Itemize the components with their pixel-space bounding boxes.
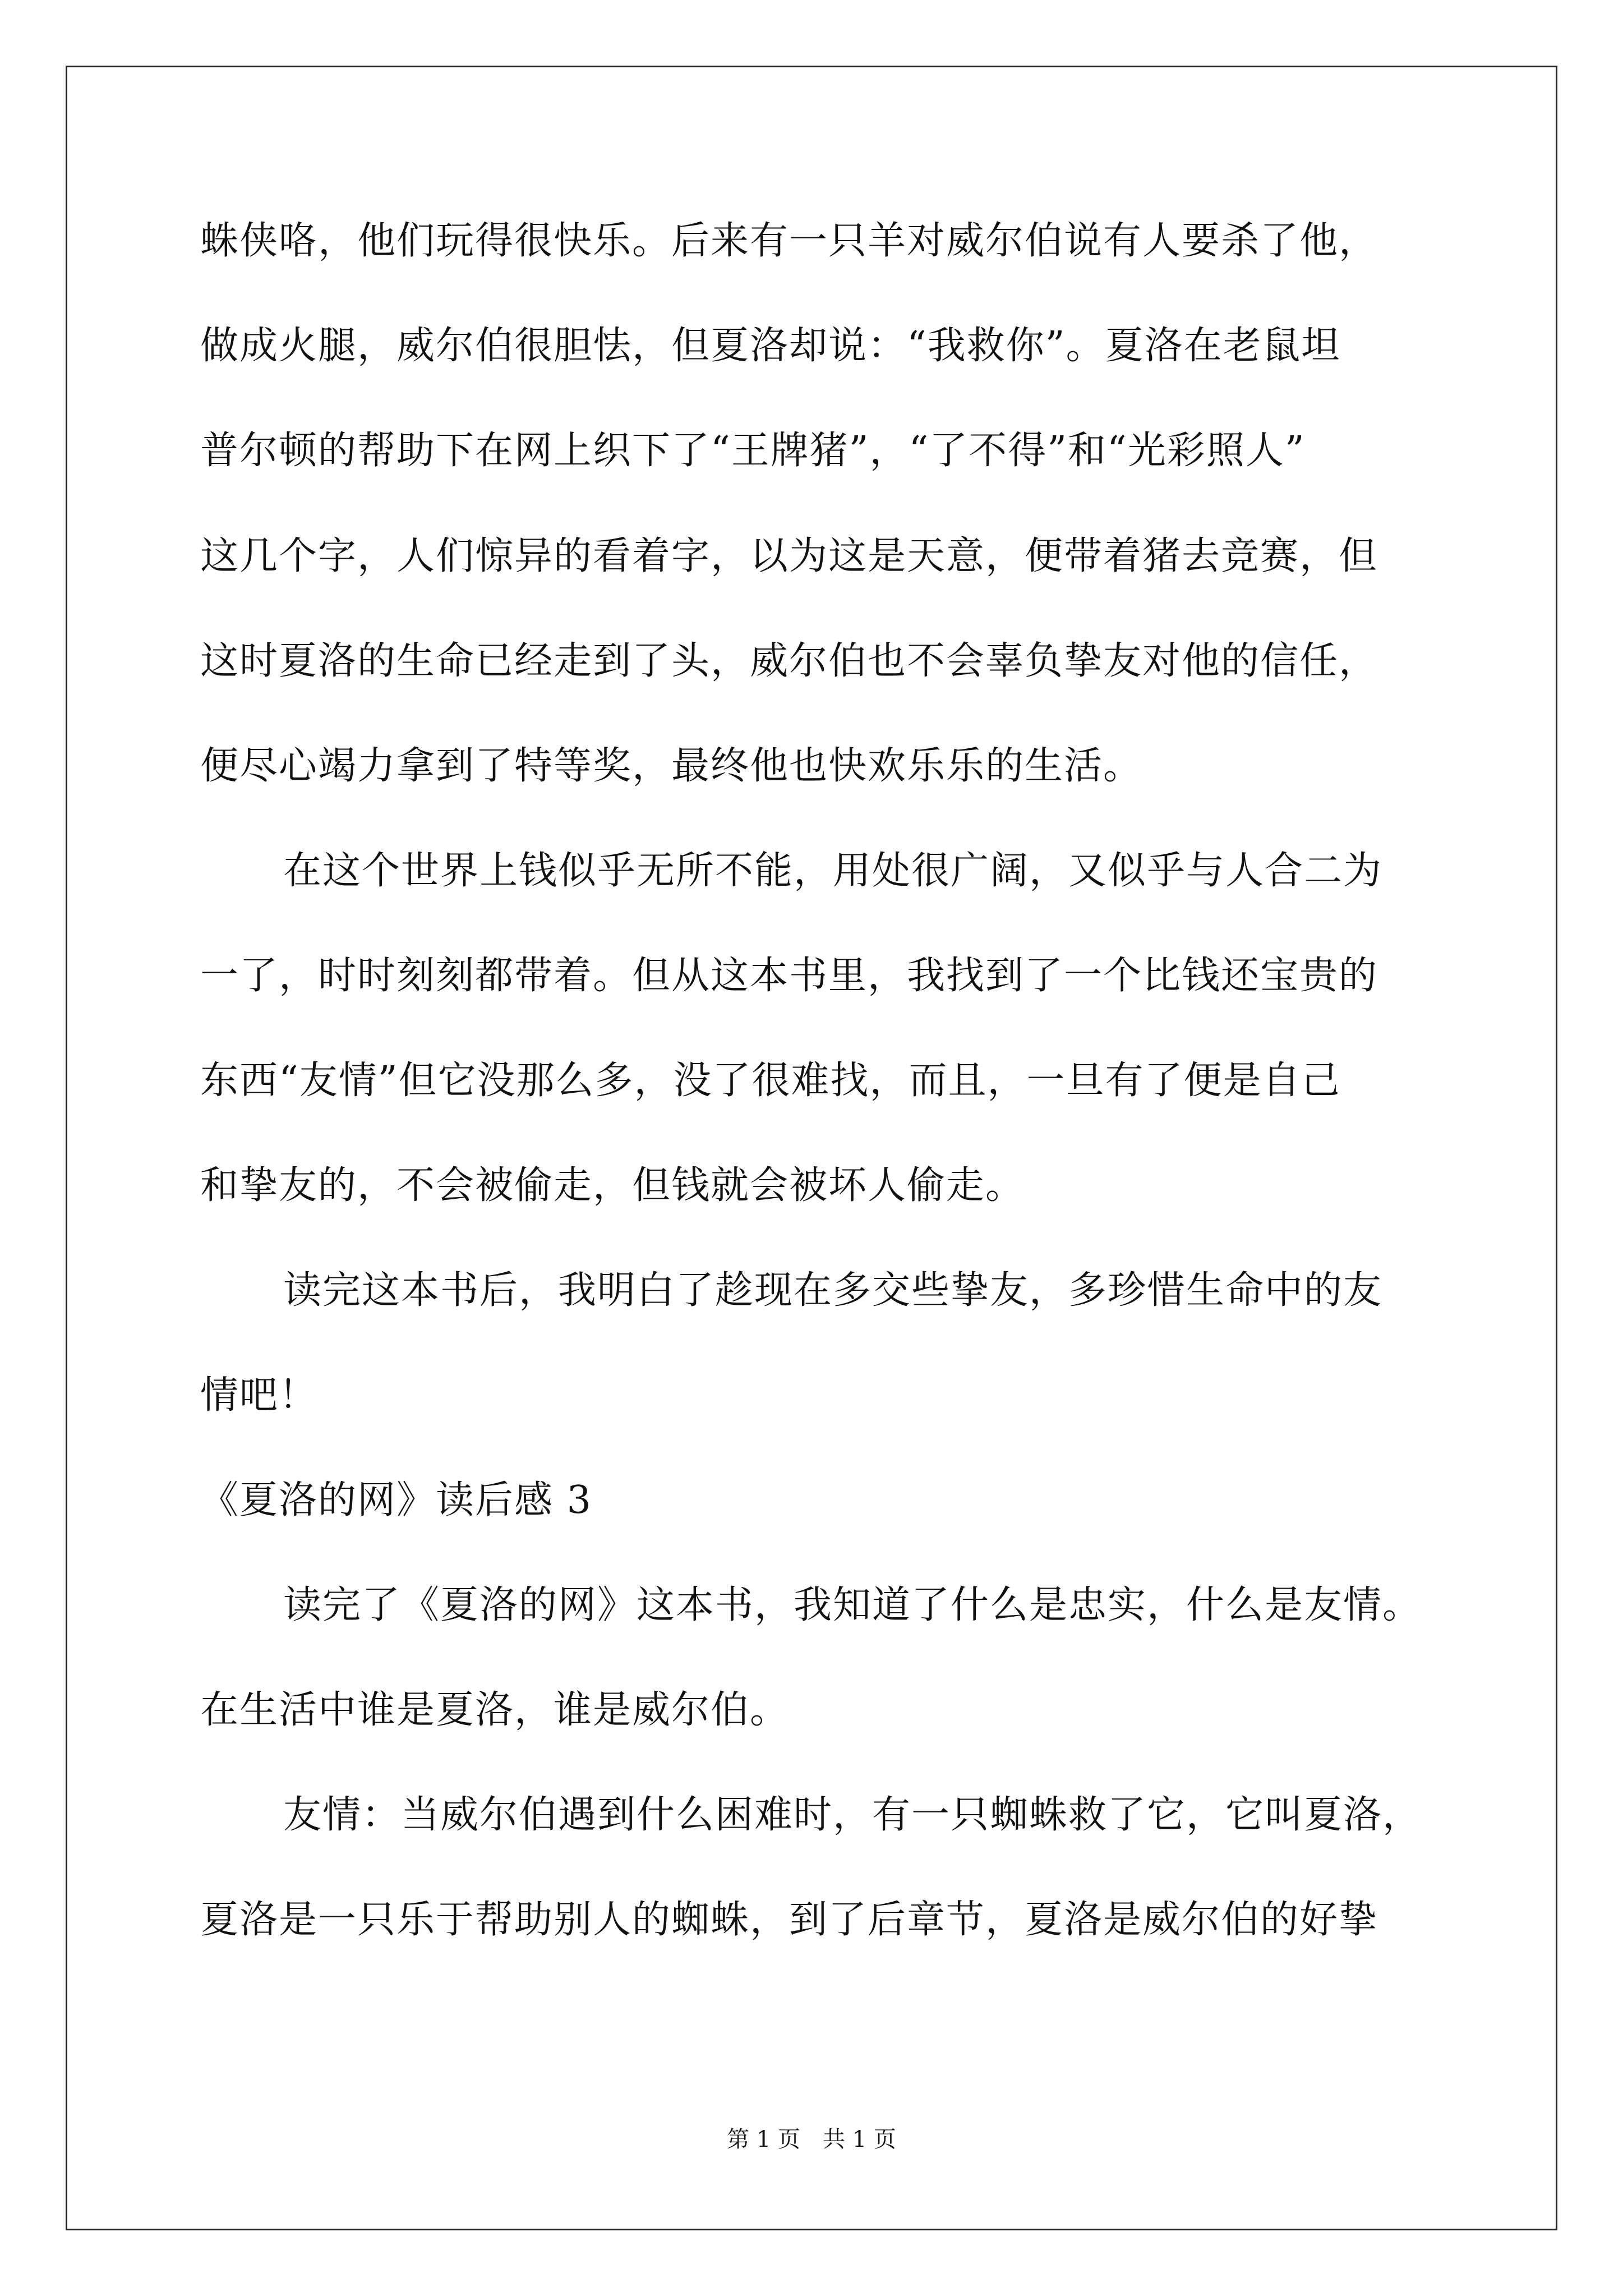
text-line: 便尽心竭力拿到了特等奖，最终他也快欢乐乐的生活。 [200, 744, 1143, 788]
section-heading: 《夏洛的网》读后感 3 [200, 1478, 592, 1522]
paragraph-first-line: 在这个世界上钱似乎无所不能，用处很广阔，又似乎与人合二为 [283, 849, 1383, 893]
text-line: 普尔顿的帮助下在网上织下了“王牌猪”，“了不得”和“光彩照人” [200, 429, 1306, 473]
text-line: 和挚友的，不会被偷走，但钱就会被坏人偷走。 [200, 1163, 1025, 1208]
text-line: 在生活中谁是夏洛，谁是威尔伯。 [200, 1688, 790, 1732]
text-line: 情吧！ [200, 1373, 319, 1418]
text-line: 这时夏洛的生命已经走到了头，威尔伯也不会辜负挚友对他的信任， [200, 639, 1378, 683]
paragraph-first-line: 读完这本书后，我明白了趁现在多交些挚友，多珍惜生命中的友 [283, 1268, 1383, 1313]
text-line: 东西“友情”但它没那么多，没了很难找，而且，一旦有了便是自己 [200, 1059, 1341, 1103]
text-line: 做成火腿，威尔伯很胆怯，但夏洛却说：“我救你”。夏洛在老鼠坦 [200, 324, 1341, 368]
page-number-footer: 第 1 页 共 1 页 [727, 2127, 896, 2152]
text-line: 这几个字，人们惊异的看着字，以为这是天意，便带着猪去竞赛，但 [200, 534, 1378, 578]
text-line: 一了，时时刻刻都带着。但从这本书里，我找到了一个比钱还宝贵的 [200, 954, 1378, 998]
text-line: 蛛侠咯，他们玩得很快乐。后来有一只羊对威尔伯说有人要杀了他， [200, 219, 1378, 263]
text-line: 夏洛是一只乐于帮助别人的蜘蛛，到了后章节，夏洛是威尔伯的好挚 [200, 1898, 1378, 1942]
paragraph-first-line: 读完了《夏洛的网》这本书，我知道了什么是忠实，什么是友情。 [283, 1583, 1422, 1627]
paragraph-first-line: 友情：当威尔伯遇到什么困难时，有一只蜘蛛救了它，它叫夏洛， [283, 1793, 1422, 1837]
